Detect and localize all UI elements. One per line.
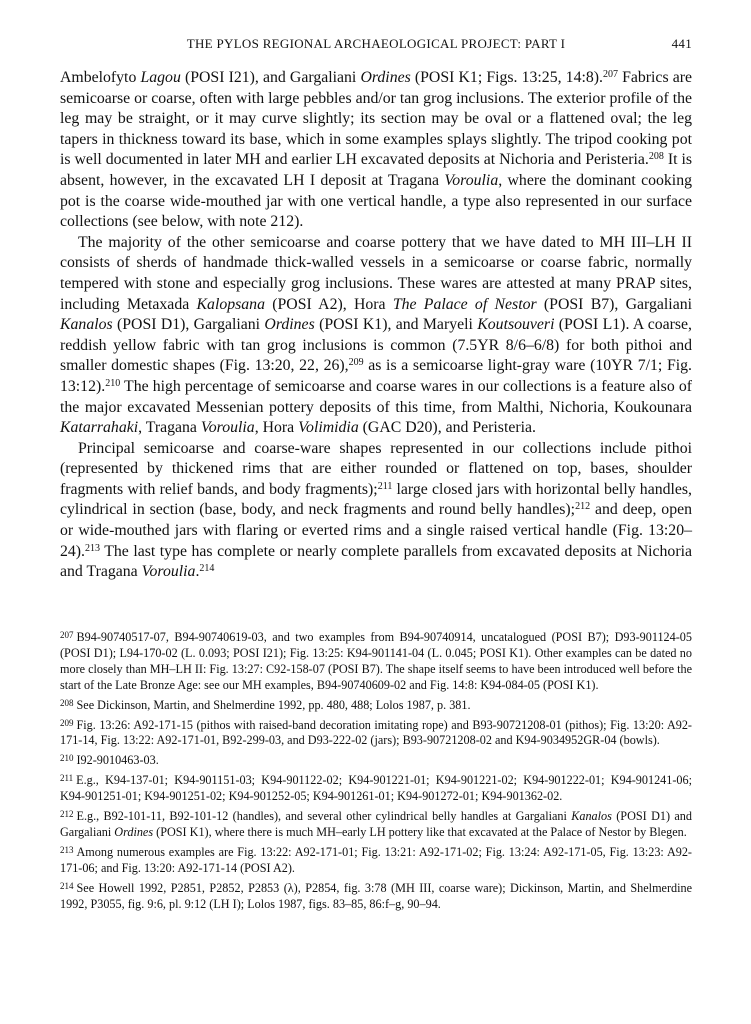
footnote-text: See Howell 1992, P2851, P2852, P2853 (λ), P2854, fig. 3:78 (MH III, coarse ware); Dickinson, Martin, and Shelmerdine 1992, P3055, fig. 9:6, pl. 9:12 (LH I); Lolos 1987, figs. 83–85, 86:f–g, 90–94. xyxy=(60,880,692,911)
text-run: as is a semicoarse light-gray ware (10YR 7/1; Fig. 13:12). xyxy=(60,357,692,395)
footnote-text: (POSI K1), where there is much MH–early LH pottery like that excavated at the Palace of Nestor by Blegen. xyxy=(153,824,687,839)
text-run: The high percentage of semicoarse and coarse wares in our collections is a feature also of the major excavated Messenian pottery deposits of this time, from Malthi, Nichoria, Koukounara xyxy=(60,377,692,416)
site-name: Lagou xyxy=(140,69,181,86)
footnote-214 xyxy=(60,881,692,913)
footnote-ref[interactable]: 207 xyxy=(602,69,618,80)
footnote-ref[interactable]: 214 xyxy=(199,563,215,575)
footnote-212 xyxy=(60,809,692,841)
site-name: Katarrahaki xyxy=(60,419,139,437)
footnote-text: E.g., K94-137-01; K94-901151-03; K94-901122-02; K94-901221-01; K94-901221-02; K94-901222-01; K94-901241-06; K94-901251-01; K94-901251-02; K94-901252-05; K94-901261-01; K94-901272-01; K94-901362-02. xyxy=(60,773,692,804)
text-run: (GAC D20), and Peristeria. xyxy=(358,419,536,437)
site-name: Volimidia xyxy=(298,419,359,437)
text-run: , where the dominant cooking pot is the coarse wide-mouthed jar with one vertical handle, a type also represented in our surface collections (see below, with note 212). xyxy=(60,171,692,231)
footnote-number: 210 xyxy=(60,753,74,764)
text-run: Principal semicoarse and coarse-ware shapes represented in our collections include pithoi (represented by thickened rims that are either rounded or flattened on top, bases, shoulder fragments with relief bands, and body fragments); xyxy=(60,439,692,498)
paragraph-1 xyxy=(60,68,692,233)
paragraph-3 xyxy=(60,439,692,583)
footnote-207 xyxy=(60,630,692,694)
site-name: Kalopsana xyxy=(196,295,265,313)
footnote-text: See Dickinson, Martin, and Shelmerdine 1992, pp. 480, 488; Lolos 1987, p. 381. xyxy=(76,697,471,712)
footnote-number: 207 xyxy=(60,630,74,640)
footnote-text: I92-9010463-03. xyxy=(76,753,159,768)
footnote-text: Among numerous examples are Fig. 13:22: A92-171-01; Fig. 13:21: A92-171-02; Fig. 13:24: A92-171-05, Fig. 13:23: A92-171-06; and Fig. 13:20: A92-171-14 (POSI A2). xyxy=(60,844,692,875)
text-run: and deep, open or wide-mouthed jars with flaring or everted rims and a single raised vertical handle (Fig. 13:20–24). xyxy=(60,501,693,560)
footnote-ref[interactable]: 209 xyxy=(348,357,364,369)
footnote-number: 213 xyxy=(60,844,74,855)
site-name: Ordines xyxy=(264,316,315,334)
footnote-210 xyxy=(60,753,692,769)
text-run: (POSI I21), and Gargaliani xyxy=(180,69,361,86)
text-run: . xyxy=(195,563,200,581)
footnote-ref[interactable]: 210 xyxy=(105,377,121,389)
site-name: Voroulia xyxy=(444,171,499,189)
body-text xyxy=(60,68,692,583)
footnotes xyxy=(60,630,692,917)
footnote-number: 212 xyxy=(60,809,74,820)
site-name: Voroulia xyxy=(200,419,255,437)
text-run: (POSI K1), and Maryeli xyxy=(314,316,478,334)
footnote-number: 208 xyxy=(60,697,74,708)
text-run: Fabrics are semicoarse or coarse, often with large pebbles and/or tan grog inclusions. The exterior profile of the leg may be straight, or it may curve slightly; its section may be oval or a flattened oval; the leg tapers in thickness toward its base, which in some examples splays slightly. The tripod cooking pot is well documented in later MH and earlier LH excavated deposits at Nichoria and Peristeria. xyxy=(60,69,693,169)
footnote-ref[interactable]: 208 xyxy=(648,151,664,163)
footnote-ref[interactable]: 212 xyxy=(575,501,591,513)
text-run: Ambelofyto xyxy=(60,69,141,86)
footnote-number: 209 xyxy=(60,717,74,728)
page-number: 441 xyxy=(671,36,692,51)
footnote-211 xyxy=(60,773,692,805)
footnote-ref[interactable]: 211 xyxy=(377,480,393,492)
running-header xyxy=(60,36,692,58)
site-name: The Palace of Nestor xyxy=(392,295,537,313)
text-run: , Tragana xyxy=(138,419,201,437)
site-name: Kanalos xyxy=(571,809,612,824)
text-run: large closed jars with horizontal belly handles, cylindrical in section (base, body, and neck fragments and round belly handles); xyxy=(60,480,692,519)
footnote-number: 211 xyxy=(60,773,74,784)
site-name: Kanalos xyxy=(60,316,113,334)
paragraph-2 xyxy=(60,233,692,439)
footnote-209 xyxy=(60,718,692,750)
text-run: , Hora xyxy=(254,419,299,437)
text-run: (POSI K1; Figs. 13:25, 14:8). xyxy=(410,69,603,86)
text-run: (POSI D1), Gargaliani xyxy=(112,316,265,334)
page xyxy=(60,36,692,583)
site-name: Ordines xyxy=(114,824,154,839)
text-run: (POSI A2), Hora xyxy=(264,295,393,313)
text-run: (POSI B7), Gargaliani xyxy=(536,295,692,313)
text-run: (POSI L1). A coarse, reddish yellow fabric with tan grog inclusions is common (7.5YR 8/6–6/8) for both pithoi and smaller domestic shapes (Fig. 13:20, 22, 26), xyxy=(60,316,693,375)
text-run: The last type has complete or nearly complete parallels from excavated deposits at Nichoria and Tragana xyxy=(60,542,692,581)
footnote-ref[interactable]: 213 xyxy=(85,542,101,554)
footnote-text: Fig. 13:26: A92-171-15 (pithos with raised-band decoration imitating rope) and B93-90721208-01 (pithos); Fig. 13:20: A92-171-14, Fig. 13:22: A92-171-01, B92-299-03, and D93-222-02 (jars); B93-90721208-02 and K94-9034952GR-04 (bowls). xyxy=(60,717,692,748)
footnote-text: (POSI D1) and Gargaliani xyxy=(60,809,692,839)
footnote-text: B94-90740517-07, B94-90740619-03, and two examples from B94-90740914, uncatalogued (POSI B7); D93-901124-05 (POSI D1); L94-170-02 (L. 0.093; POSI I21); Fig. 13:25: K94-901141-04 (L. 0.045; POSI K1). Other examples can be dated no more closely than MH–LH II: Fig. 13:27: C92-158-07 (POSI B7). The shape itself seems to have been introduced well before the start of the Late Bronze Age: see our MH examples, B94-90740609-02 and Fig. 14:8: K94-084-05 (POSI K1). xyxy=(60,630,692,692)
site-name: Voroulia xyxy=(141,563,196,581)
footnote-213 xyxy=(60,845,692,877)
site-name: Ordines xyxy=(360,69,411,86)
footnote-208 xyxy=(60,698,692,714)
footnote-text: E.g., B92-101-11, B92-101-12 (handles), and several other cylindrical belly handles at Gargaliani xyxy=(76,809,572,824)
text-run: The majority of the other semicoarse and coarse pottery that we have dated to MH III–LH II consists of sherds of handmade thick-walled vessels in a semicoarse or coarse fabric, normally tempered with stone and especially grog inclusions. These wares are attested at many PRAP sites, including Metaxada xyxy=(60,233,692,313)
footnote-number: 214 xyxy=(60,880,74,891)
text-run: It is absent, however, in the excavated LH I deposit at Tragana xyxy=(60,151,692,189)
running-head-title: THE PYLOS REGIONAL ARCHAEOLOGICAL PROJECT: PART I xyxy=(186,36,566,51)
site-name: Koutsouveri xyxy=(477,316,555,334)
